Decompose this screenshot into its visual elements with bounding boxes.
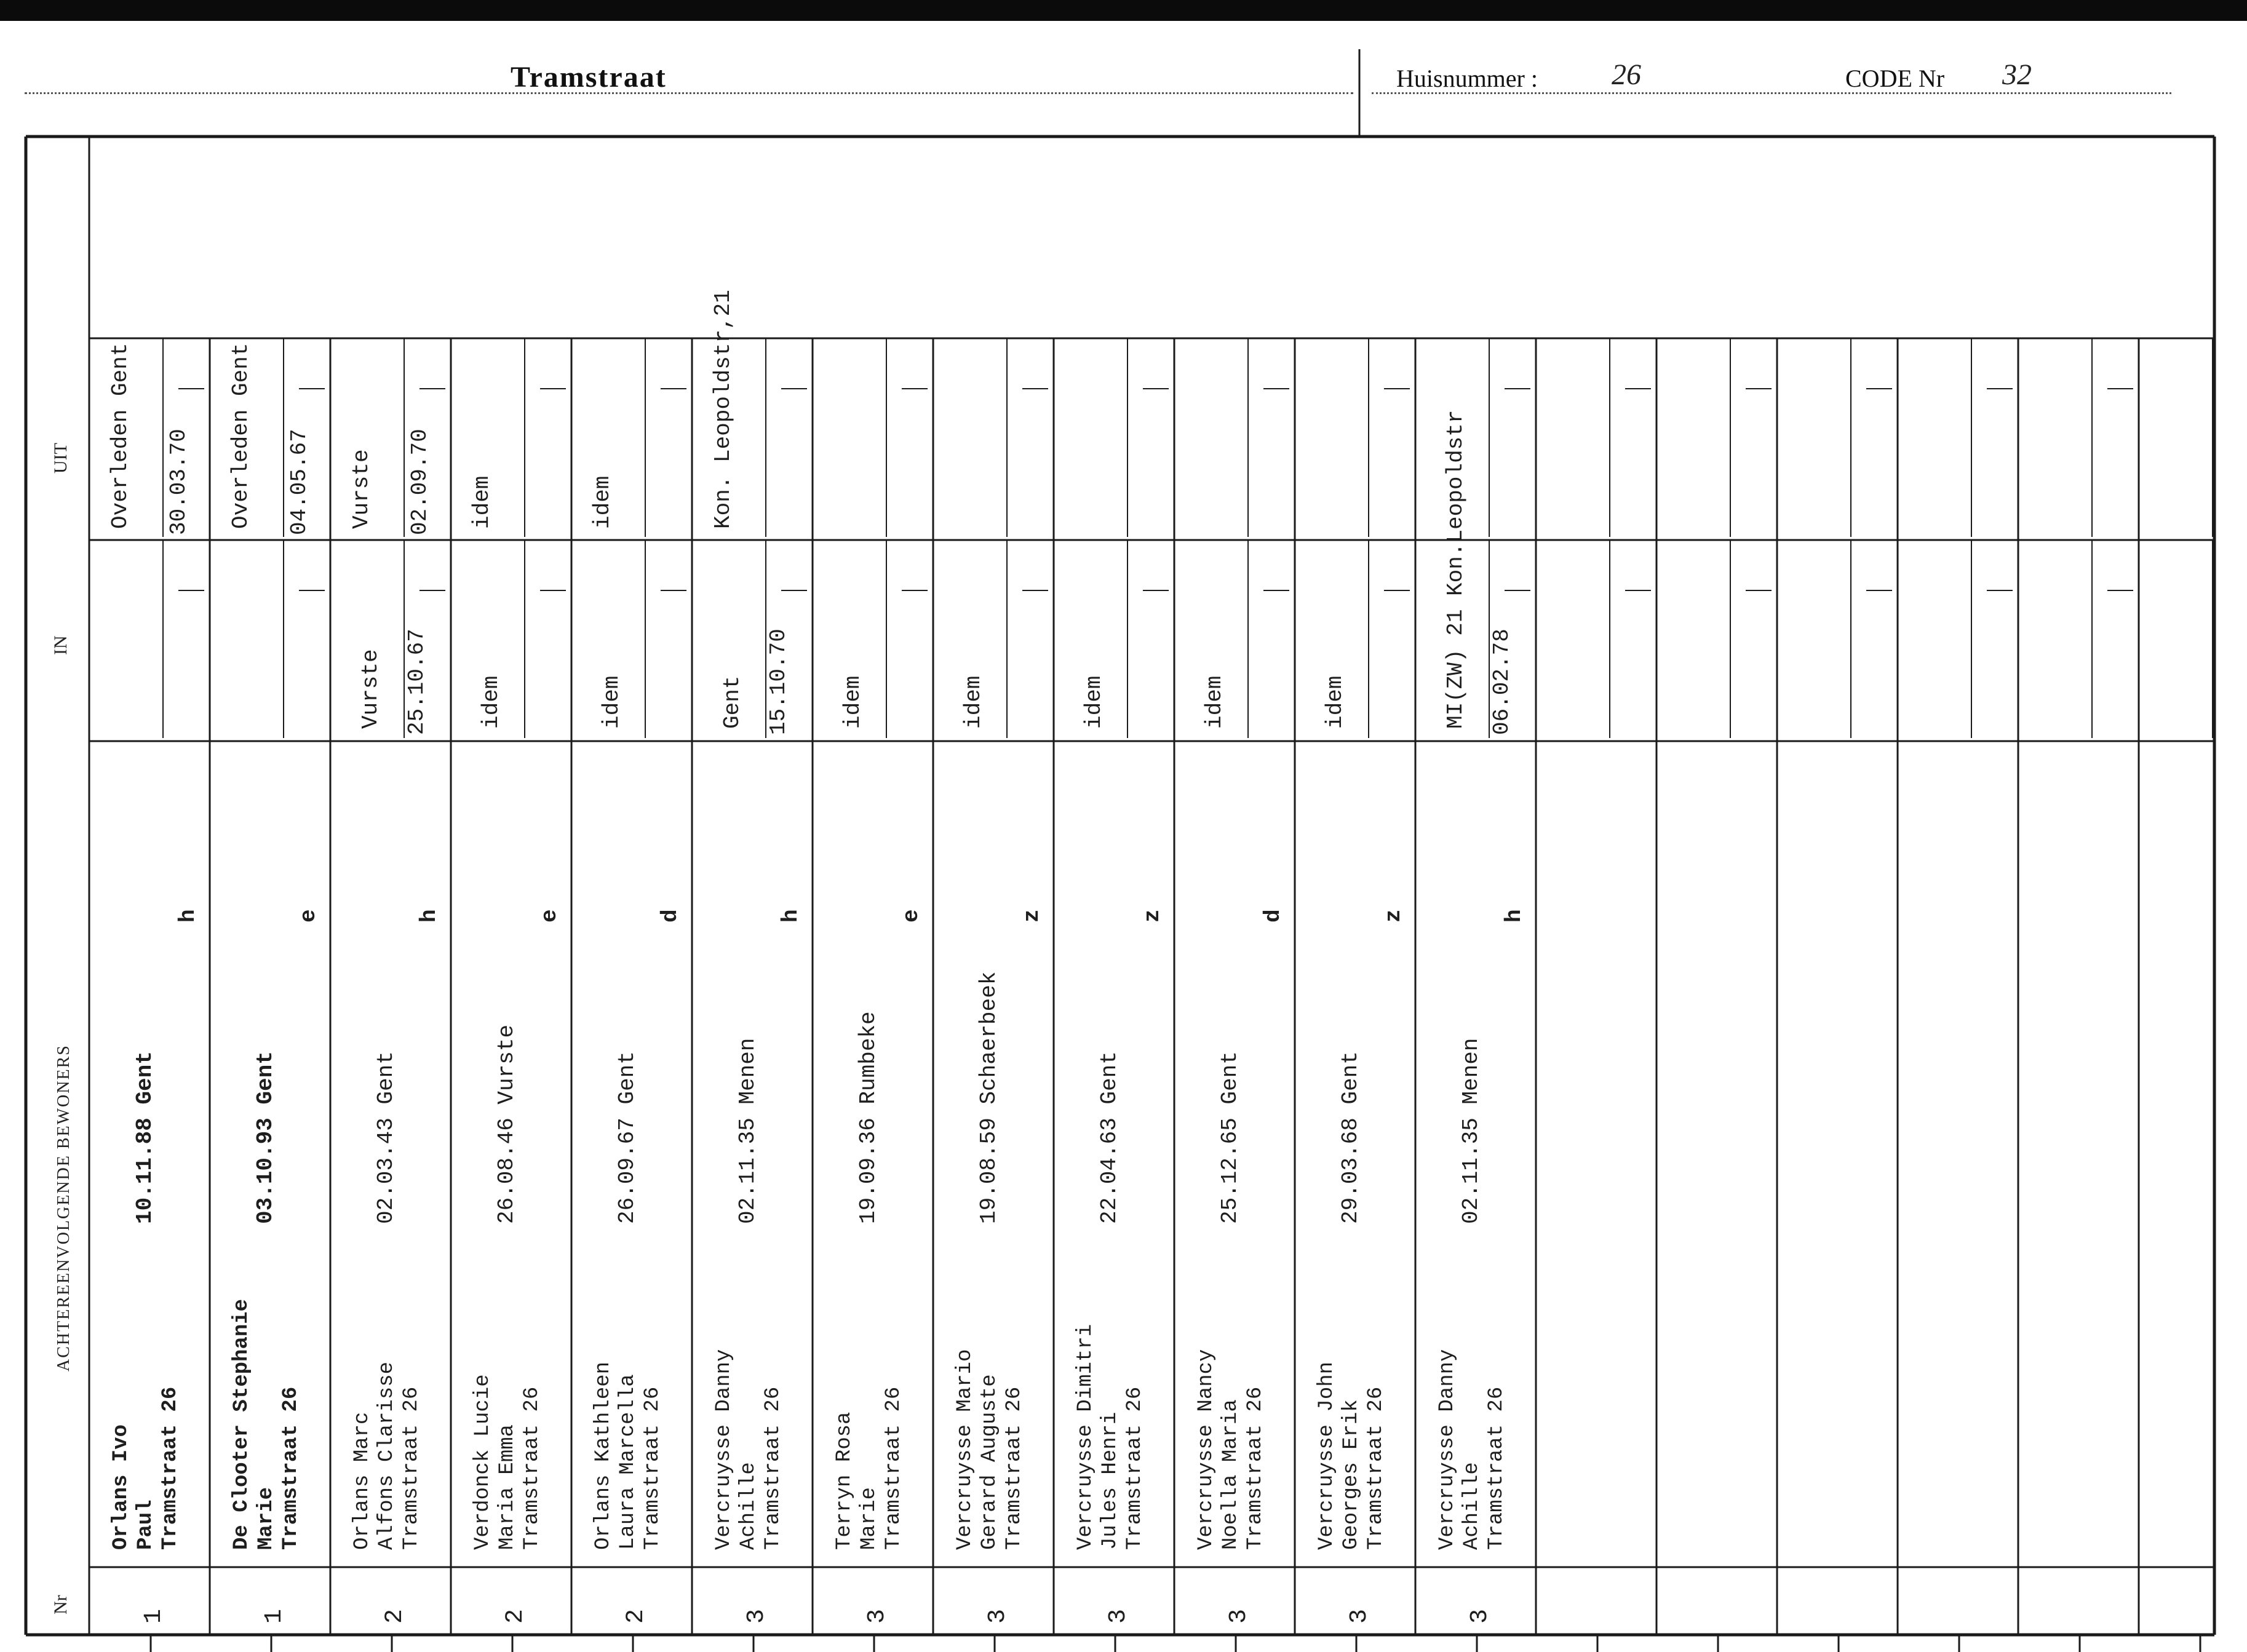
entry-name: Orlans Marc	[351, 1412, 374, 1550]
entry-address: Tramstraat 26	[520, 1386, 544, 1550]
entry-name: Vercruysse John	[1315, 1361, 1338, 1550]
entry-given-names: Noella Maria	[1219, 1399, 1243, 1550]
house-number-value: 26	[1612, 58, 1641, 91]
entry-in-place: Vurste	[358, 649, 383, 729]
entry-in-place: idem	[840, 675, 865, 729]
column-label-uit: UIT	[50, 443, 71, 474]
entry-nr: 3	[1466, 1608, 1494, 1624]
resident-entries	[108, 290, 1527, 1624]
entry-code: d	[658, 909, 683, 923]
entry-nr: 3	[1346, 1608, 1374, 1624]
entry-code: z	[1140, 909, 1165, 923]
entry-nr: 2	[381, 1608, 409, 1624]
column-label-in: IN	[50, 635, 71, 655]
entry-uit-place: Vurste	[349, 449, 374, 529]
code-number-value: 32	[2002, 58, 2032, 91]
grid-lines	[26, 49, 2214, 1652]
entry-nr: 3	[1105, 1608, 1132, 1624]
street-name: Tramstraat	[511, 61, 667, 93]
entry-code: z	[1381, 909, 1406, 923]
entry-birth-date-place: 02.11.35 Menen	[735, 1038, 760, 1224]
entry-birth-date-place: 02.11.35 Menen	[1458, 1038, 1484, 1224]
column-labels	[50, 443, 73, 1614]
entry-birth-date-place: 29.03.68 Gent	[1338, 1051, 1363, 1224]
entry-name: Terryn Rosa	[833, 1412, 856, 1550]
entry-in-place: idem	[479, 675, 504, 729]
entry-address: Tramstraat 26	[279, 1386, 303, 1550]
code-label: CODE Nr	[1845, 65, 1945, 92]
column-label-bewoners: ACHTEREENVOLGENDE BEWONERS	[54, 1044, 73, 1372]
entry-in-place: idem	[1322, 675, 1348, 729]
entry-birth-date-place: 26.08.46 Vurste	[494, 1024, 519, 1224]
entry-given-names: Marie	[255, 1487, 278, 1550]
entry-address: Tramstraat 26	[882, 1386, 905, 1550]
entry-nr: 3	[864, 1608, 891, 1624]
entry-in-place: idem	[961, 675, 986, 729]
entry-birth-date-place: 19.08.59 Schaerbeek	[976, 971, 1001, 1224]
entry-name: Vercruysse Danny	[712, 1349, 736, 1550]
entry-birth-date-place: 03.10.93 Gent	[253, 1051, 278, 1224]
entry-code: d	[1260, 909, 1286, 923]
entry-in-date: 15.10.70	[766, 629, 791, 735]
entry-given-names: Paul	[134, 1499, 157, 1550]
entry-code: h	[416, 909, 442, 923]
entry-uit-date: 30.03.70	[166, 429, 191, 535]
entry-nr: 2	[622, 1608, 650, 1624]
entry-address: Tramstraat 26	[1123, 1386, 1147, 1550]
entry-birth-date-place: 19.09.36 Rumbeke	[856, 1011, 881, 1224]
entry-nr: 3	[743, 1608, 771, 1624]
entry-nr: 1	[140, 1608, 168, 1624]
entry-code: h	[778, 909, 803, 923]
entry-given-names: Gerard Auguste	[978, 1374, 1001, 1550]
entry-address: Tramstraat 26	[762, 1386, 785, 1550]
entry-nr: 2	[502, 1608, 530, 1624]
entry-name: Vercruysse Dimitri	[1074, 1324, 1097, 1550]
entry-code: h	[175, 909, 201, 923]
entry-name: Orlans Kathleen	[592, 1361, 615, 1550]
entry-in-place: idem	[1202, 675, 1227, 729]
entry-code: e	[899, 909, 924, 923]
entry-given-names: Georges Erik	[1340, 1399, 1363, 1550]
entry-code: z	[1019, 909, 1044, 923]
entry-birth-date-place: 25.12.65 Gent	[1217, 1051, 1243, 1224]
entry-code: e	[296, 909, 321, 923]
entry-address: Tramstraat 26	[1364, 1386, 1388, 1550]
entry-uit-date: 04.05.67	[287, 429, 312, 535]
entry-in-place: MI(ZW) 21 Kon.Leopoldstr	[1443, 410, 1468, 729]
entry-uit-place: Overleden Gent	[228, 343, 253, 529]
entry-given-names: Achille	[1460, 1462, 1484, 1550]
entry-code: h	[1501, 909, 1527, 923]
entry-nr: 1	[261, 1608, 288, 1624]
entry-name: Vercruysse Mario	[953, 1349, 977, 1550]
entry-name: Orlans Ivo	[109, 1424, 133, 1550]
entry-given-names: Alfons Clarisse	[375, 1361, 399, 1550]
entry-uit-place: idem	[590, 475, 615, 529]
entry-uit-place: Overleden Gent	[108, 343, 133, 529]
house-number-label: Huisnummer :	[1396, 65, 1538, 92]
entry-in-date: 06.02.78	[1489, 629, 1514, 735]
entry-in-place: Gent	[720, 675, 745, 729]
entry-name: Verdonck Lucie	[471, 1374, 495, 1550]
entry-given-names: Achille	[737, 1462, 760, 1550]
column-label-nr: Nr	[50, 1595, 71, 1614]
entry-name: Vercruysse Danny	[1436, 1349, 1459, 1550]
entry-address: Tramstraat 26	[1485, 1386, 1508, 1550]
entry-given-names: Marie	[857, 1487, 881, 1550]
entry-in-place: idem	[599, 675, 624, 729]
entry-name: Vercruysse Nancy	[1195, 1349, 1218, 1550]
entry-birth-date-place: 26.09.67 Gent	[614, 1051, 640, 1224]
entry-address: Tramstraat 26	[159, 1386, 182, 1550]
entry-in-date: 25.10.67	[404, 629, 429, 735]
entry-given-names: Laura Marcella	[616, 1374, 640, 1550]
entry-birth-date-place: 10.11.88 Gent	[132, 1051, 157, 1224]
entry-birth-date-place: 02.03.43 Gent	[373, 1051, 399, 1224]
entry-in-place: idem	[1081, 675, 1107, 729]
entry-given-names: Jules Henri	[1099, 1412, 1122, 1550]
entry-nr: 3	[1225, 1608, 1253, 1624]
entry-given-names: Maria Emma	[496, 1424, 519, 1550]
entry-address: Tramstraat 26	[400, 1386, 423, 1550]
entry-address: Tramstraat 26	[1003, 1386, 1026, 1550]
entry-uit-place: Kon. Leopoldstr,21	[710, 290, 736, 529]
entry-code: e	[537, 909, 562, 923]
entry-address: Tramstraat 26	[641, 1386, 664, 1550]
entry-uit-place: idem	[469, 475, 495, 529]
entry-name: De Clooter Stephanie	[230, 1298, 253, 1550]
entry-uit-date: 02.09.70	[407, 429, 432, 535]
entry-address: Tramstraat 26	[1244, 1386, 1267, 1550]
entry-birth-date-place: 22.04.63 Gent	[1097, 1051, 1122, 1224]
entry-nr: 3	[984, 1608, 1012, 1624]
